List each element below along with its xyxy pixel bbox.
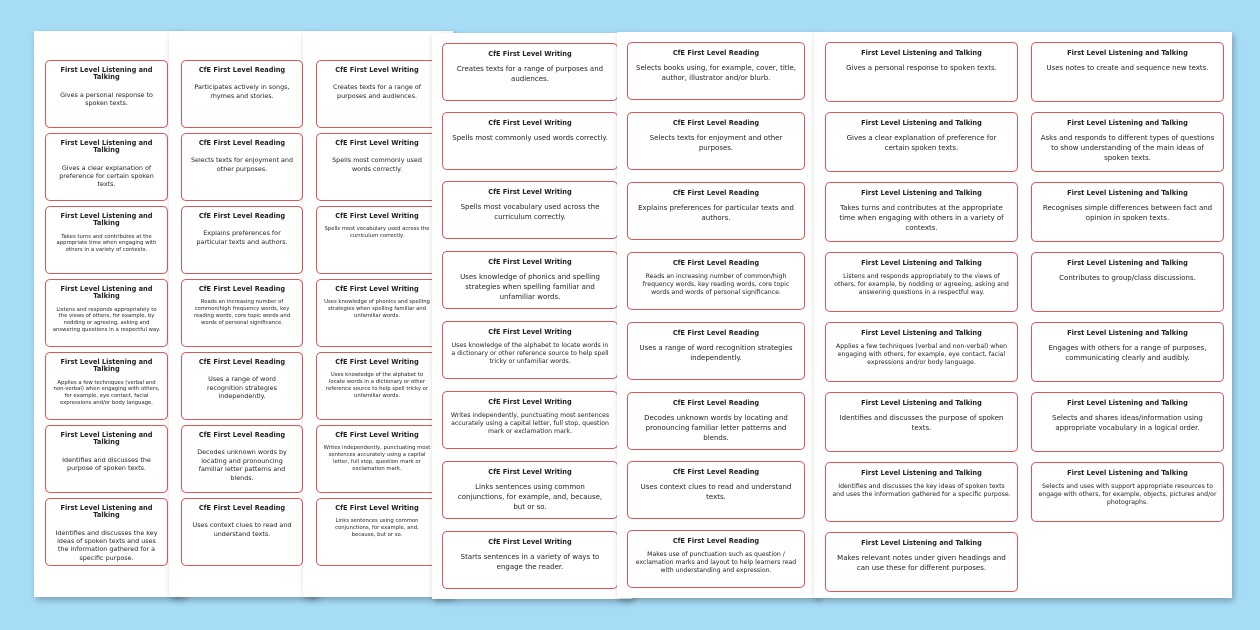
card-title: CfE First Level Writing — [335, 431, 419, 439]
card-text: Contributes to group/class discussions. — [1059, 274, 1196, 283]
card-title: CfE First Level Reading — [672, 119, 760, 127]
card-text: Explains preferences for particular texts and authors. — [638, 204, 794, 222]
card-title: CfE First Level Reading — [198, 431, 286, 439]
card — [1031, 322, 1224, 382]
card-text: Applies a few techniques (verbal and non-verbal) when engaging with others, for example, eye contact, facial expressions and/or body language. — [835, 343, 1007, 367]
card — [627, 392, 805, 450]
card-title: First Level Listening and Talking — [1067, 259, 1188, 267]
card — [45, 279, 168, 347]
card-text: Asks and responds to different types of questions to show understanding of the main ideas of spoken texts. — [1040, 134, 1215, 162]
card — [825, 322, 1018, 382]
card-title: CfE First Level Writing — [335, 358, 419, 366]
card — [316, 133, 438, 201]
card-title: CfE First Level Reading — [672, 399, 760, 407]
card-text: Creates texts for a range of purposes and audiences. — [456, 65, 604, 83]
card — [1031, 112, 1224, 172]
card — [45, 498, 168, 566]
card-title: First Level Listening and Talking — [60, 212, 153, 228]
card — [442, 461, 618, 519]
card — [316, 60, 438, 128]
card-text: Participates actively in songs, rhymes and stories. — [194, 83, 290, 100]
card-title: First Level Listening and Talking — [60, 358, 153, 374]
card-title: CfE First Level Reading — [672, 537, 760, 545]
card-text: Spells most vocabulary used across the curriculum correctly. — [324, 226, 430, 240]
card — [825, 462, 1018, 522]
card-title: CfE First Level Reading — [198, 285, 286, 293]
card — [1031, 392, 1224, 452]
card — [316, 206, 438, 274]
card — [442, 43, 618, 101]
card — [442, 251, 618, 309]
card-title: CfE First Level Writing — [488, 328, 572, 336]
card-text: Decodes unknown words by locating and pronouncing familiar letter patterns and blends. — [644, 414, 788, 442]
card-title: First Level Listening and Talking — [60, 66, 153, 82]
card-title: First Level Listening and Talking — [60, 139, 153, 155]
card-text: Takes turns and contributes at the appropriate time when engaging with others in a variety of contexts. — [56, 233, 157, 254]
sheet-writing-small — [303, 31, 453, 597]
card-text: Identifies and discusses the key ideas of spoken texts and uses the information gathered for a specific purpose. — [55, 528, 158, 562]
card — [627, 322, 805, 380]
card-title: CfE First Level Reading — [198, 504, 286, 512]
card-title: CfE First Level Writing — [335, 504, 419, 512]
card-text: Listens and responds appropriately to the views of others, for example, by nodding or agreeing, asking and answering questions in a respectful way. — [834, 273, 1009, 297]
card — [627, 182, 805, 240]
card — [181, 425, 303, 493]
card-text: Reads an increasing number of common/high frequency words, key reading words, core topic words and words of personal significance. — [642, 273, 790, 297]
card-title: First Level Listening and Talking — [861, 469, 982, 477]
card-title: First Level Listening and Talking — [60, 431, 153, 447]
card — [181, 60, 303, 128]
card-text: Takes turns and contributes at the appropriate time when engaging with others in a variety of contexts. — [839, 204, 1004, 232]
card-title: CfE First Level Writing — [488, 50, 572, 58]
card-title: CfE First Level Reading — [198, 66, 286, 74]
card — [316, 352, 438, 420]
card-text: Selects books using, for example, cover, title, author, illustrator and/or blurb. — [636, 64, 797, 82]
card-title: CfE First Level Writing — [335, 212, 419, 220]
sheet-writing-large — [432, 33, 632, 599]
card-text: Listens and responds appropriately to the views of others, for example, by nodding or agreeing, asking and answering questions in a respectful way. — [52, 306, 161, 333]
card — [825, 182, 1018, 242]
card-text: Selects texts for enjoyment and other purposes. — [649, 134, 783, 152]
card-text: Gives a clear explanation of preference for certain spoken texts. — [59, 163, 154, 189]
card — [442, 531, 618, 589]
card — [627, 252, 805, 310]
card — [442, 112, 618, 170]
card — [825, 252, 1018, 312]
card-title: CfE First Level Reading — [672, 49, 760, 57]
card — [1031, 462, 1224, 522]
card — [45, 206, 168, 274]
card-text: Gives a personal response to spoken texts. — [60, 90, 153, 107]
card-text: Writes independently, punctuating most sentences accurately using a capital letter, full stop, question mark or exclamation mark. — [323, 445, 431, 472]
card-text: Uses knowledge of the alphabet to locate words in a dictionary or other reference source to help spell tricky or unfamiliar words. — [451, 342, 609, 366]
card-text: Starts sentences in a variety of ways to engage the reader. — [460, 553, 600, 571]
card-text: Links sentences using common conjunctions, for example, and, because, but or so. — [457, 483, 603, 511]
card — [45, 60, 168, 128]
card-text: Recognises simple differences between fact and opinion in spoken texts. — [1042, 204, 1213, 222]
card — [825, 112, 1018, 172]
sheet-listening-talking-small — [34, 31, 184, 597]
card-title: First Level Listening and Talking — [60, 285, 153, 301]
card-text: Explains preferences for particular texts and authors. — [196, 229, 288, 246]
card-text: Gives a personal response to spoken texts. — [846, 64, 997, 73]
card-title: CfE First Level Writing — [335, 139, 419, 147]
card — [316, 425, 438, 493]
card-text: Uses context clues to read and understand texts. — [192, 521, 292, 538]
card-title: CfE First Level Writing — [335, 285, 419, 293]
card-title: CfE First Level Writing — [488, 188, 572, 196]
card-text: Identifies and discusses the purpose of spoken texts. — [62, 455, 151, 472]
card-text: Spells most commonly used words correctly. — [332, 156, 422, 173]
card — [316, 498, 438, 566]
card-title: First Level Listening and Talking — [1067, 189, 1188, 197]
card-text: Uses knowledge of the alphabet to locate words in a dictionary or other reference source to help spell tricky or unfamiliar words. — [325, 372, 429, 399]
card — [181, 206, 303, 274]
card — [45, 352, 168, 420]
card-text: Selects and uses with support appropriate resources to engage with others, for example, objects, pictures and/or photographs. — [1038, 483, 1217, 507]
card-text: Uses context clues to read and understand texts. — [640, 483, 792, 501]
card — [627, 112, 805, 170]
card-title: CfE First Level Reading — [198, 139, 286, 147]
card — [1031, 252, 1224, 312]
card-title: CfE First Level Reading — [672, 189, 760, 197]
card-title: CfE First Level Writing — [335, 66, 419, 74]
card-title: First Level Listening and Talking — [1067, 469, 1188, 477]
card — [825, 532, 1018, 592]
card-text: Identifies and discusses the purpose of spoken texts. — [839, 414, 1004, 432]
card — [316, 279, 438, 347]
card — [442, 391, 618, 449]
card-text: Makes use of punctuation such as question / exclamation marks and layout to help learners read with understanding and expression. — [635, 551, 797, 575]
card-title: First Level Listening and Talking — [861, 119, 982, 127]
card — [181, 498, 303, 566]
card-text: Uses notes to create and sequence new texts. — [1046, 64, 1209, 73]
card-text: Engages with others for a range of purposes, communicating clearly and audibly. — [1048, 344, 1207, 362]
sheet-reading-large — [617, 32, 819, 598]
card-title: First Level Listening and Talking — [1067, 119, 1188, 127]
card-text: Reads an increasing number of common/high frequency words, key reading words, core topic words and words of personal significance. — [193, 299, 291, 326]
card-title: First Level Listening and Talking — [1067, 399, 1188, 407]
card-title: CfE First Level Writing — [488, 398, 572, 406]
card — [181, 352, 303, 420]
card-text: Uses a range of word recognition strategies independently. — [207, 375, 277, 401]
card-title: First Level Listening and Talking — [861, 49, 982, 57]
card — [627, 461, 805, 519]
card-text: Selects texts for enjoyment and other purposes. — [190, 156, 294, 173]
card — [1031, 42, 1224, 102]
card — [627, 530, 805, 588]
card-text: Uses a range of word recognition strategies independently. — [639, 344, 793, 362]
card-title: First Level Listening and Talking — [861, 329, 982, 337]
card-text: Uses knowledge of phonics and spelling strategies when spelling familiar and unfamiliar words. — [324, 299, 430, 319]
card — [181, 133, 303, 201]
card-title: CfE First Level Reading — [672, 468, 760, 476]
card-text: Makes relevant notes under given headings and can use these for different purposes. — [837, 554, 1006, 572]
card-title: CfE First Level Writing — [488, 258, 572, 266]
card-title: CfE First Level Reading — [198, 358, 286, 366]
card-text: Creates texts for a range of purposes and audiences. — [332, 83, 422, 100]
card-text: Links sentences using common conjunctions, for example, and, because, but or so. — [335, 518, 419, 538]
card-text: Applies a few techniques (verbal and non-verbal) when engaging with others, for example, eye contact, facial expressions and/or body language. — [53, 379, 160, 406]
card-text: Gives a clear explanation of preference for certain spoken texts. — [846, 134, 997, 152]
card-title: First Level Listening and Talking — [861, 539, 982, 547]
card-title: First Level Listening and Talking — [60, 504, 153, 520]
card-title: First Level Listening and Talking — [861, 399, 982, 407]
card — [627, 42, 805, 100]
card-title: CfE First Level Reading — [198, 212, 286, 220]
sheet-reading-small — [169, 31, 317, 597]
sheet-listening-talking-large — [814, 32, 1232, 598]
card-title: First Level Listening and Talking — [1067, 49, 1188, 57]
card-title: First Level Listening and Talking — [1067, 329, 1188, 337]
card — [825, 42, 1018, 102]
card — [45, 425, 168, 493]
card-title: First Level Listening and Talking — [861, 189, 982, 197]
card-title: First Level Listening and Talking — [861, 259, 982, 267]
card-title: CfE First Level Reading — [672, 259, 760, 267]
card — [181, 279, 303, 347]
card-title: CfE First Level Writing — [488, 119, 572, 127]
card — [1031, 182, 1224, 242]
card-text: Uses knowledge of phonics and spelling strategies when spelling familiar and unfamiliar words. — [460, 273, 600, 301]
card-text: Spells most commonly used words correctly. — [452, 134, 608, 143]
card-text: Identifies and discusses the key ideas of spoken texts and uses the information gathered for a specific purpose. — [832, 483, 1011, 499]
card-title: CfE First Level Writing — [488, 538, 572, 546]
card — [45, 133, 168, 201]
card — [442, 181, 618, 239]
card-text: Spells most vocabulary used across the curriculum correctly. — [460, 203, 600, 221]
card — [825, 392, 1018, 452]
card-title: CfE First Level Writing — [488, 468, 572, 476]
card — [442, 321, 618, 379]
card-title: CfE First Level Reading — [672, 329, 760, 337]
card-text: Decodes unknown words by locating and pronouncing familiar letter patterns and blends. — [197, 448, 287, 482]
card-text: Writes independently, punctuating most sentences accurately using a capital letter, full stop, question mark or exclamation mark. — [450, 412, 610, 436]
card-text: Selects and shares ideas/information using appropriate vocabulary in a logical order. — [1052, 414, 1203, 432]
